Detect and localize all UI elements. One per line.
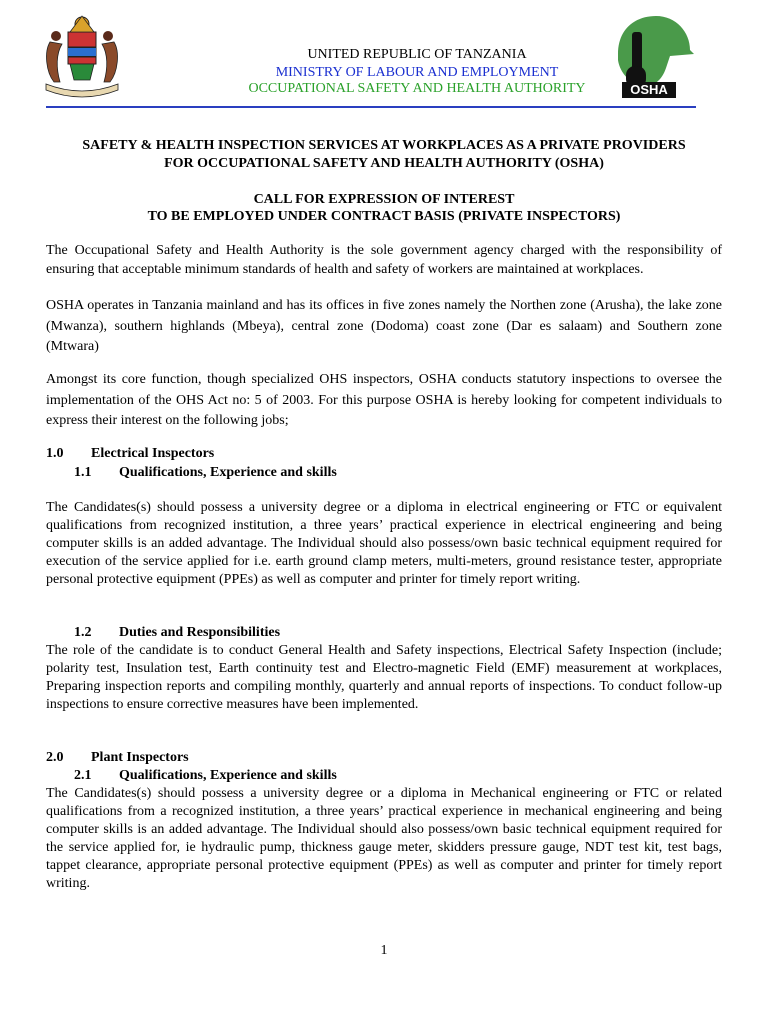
section-2-1-title: Qualifications, Experience and skills: [119, 768, 337, 783]
header-divider: [46, 106, 696, 108]
intro-paragraph-3: Amongst its core function, though specialized OHS inspectors, OSHA conducts statutory inspections to oversee the implementation of the OHS Act no: 5 of 2003. For this purpose OSHA is hereby looking for competent individuals to express their interest on the following jobs;: [46, 372, 722, 428]
section-2-1-heading: [74, 767, 337, 785]
intro-paragraph-2: OSHA operates in Tanzania mainland and has its offices in five zones namely the Northen zone (Arusha), the lake zone (Mwanza), southern highlands (Mbeya), central zone (Dodoma) coast zone (Dar es salaam) and Southern zone (Mtwara): [46, 298, 722, 354]
document-title-line1: SAFETY & HEALTH INSPECTION SERVICES AT WORKPLACES AS A PRIVATE PROVIDERS: [82, 138, 686, 153]
section-1-2-title: Duties and Responsibilities: [119, 625, 281, 640]
ministry-name: MINISTRY OF LABOUR AND EMPLOYMENT: [275, 65, 559, 80]
osha-logo-label: OSHA: [630, 82, 668, 97]
republic-name: UNITED REPUBLIC OF TANZANIA: [307, 47, 527, 62]
osha-logo: [606, 10, 696, 100]
call-title-line2: TO BE EMPLOYED UNDER CONTRACT BASIS (PRIVATE INSPECTORS): [147, 209, 621, 224]
section-2-title: Plant Inspectors: [91, 750, 189, 765]
section-2-1-number: 2.1: [74, 768, 92, 783]
coat-of-arms-logo: [40, 12, 124, 98]
section-1-number: 1.0: [46, 446, 64, 461]
section-1-1-number: 1.1: [74, 465, 92, 480]
document-title-line2: FOR OCCUPATIONAL SAFETY AND HEALTH AUTHORITY (OSHA): [164, 156, 604, 171]
section-2-1-text: The Candidates(s) should possess a university degree or a diploma in Mechanical engineering or FTC or related qualifications from a recognized institution, a three years’ practical experience in mechanical engineering and being computer skills is an added advantage. The Individual should also possess/own basic technical equipment required for the service applied for, ie hydraulic pump, thickness gauge meter, skidders pressure gauge, NDT test kit, test bags, tappet clearance, appropriate personal protective equipment (PPEs) as well as computer and printer for timely report writing.: [46, 786, 722, 891]
section-1-2-number: 1.2: [74, 625, 92, 640]
section-1-heading: [46, 445, 214, 463]
section-1-2-heading: [74, 624, 280, 642]
section-2-heading: [46, 749, 189, 767]
section-2-number: 2.0: [46, 750, 64, 765]
section-1-1-heading: [74, 464, 337, 482]
section-1-1-text: The Candidates(s) should possess a university degree or a diploma in electrical engineering or FTC or equivalent qualifications from recognized institution, a three years’ practical experience in electrical engineering and being computer skills is an added advantage. The Individual should also possess/own basic technical equipment required for execution of the service applied for i.e. earth ground clamp meters, multi-meters, ground resistance tester, appropriate personal protective equipment (PPEs) as well as computer and printer for timely report writing.: [46, 500, 722, 587]
section-1-1-title: Qualifications, Experience and skills: [119, 465, 337, 480]
intro-paragraph-1: The Occupational Safety and Health Authority is the sole government agency charged with the responsibility of ensuring that acceptable minimum standards of health and safety of workers are maintained at workplaces.: [46, 243, 722, 277]
section-1-2-text: The role of the candidate is to conduct General Health and Safety inspections, Electrical Safety Inspection (include; polarity test, Insulation test, Earth continuity test and Electro-magnetic Field (EMF) measurement at workplaces, Preparing inspection reports and compiling monthly, quarterly and annual reports of inspections. To conduct follow-up inspections to ensure corrective measures have been implemented.: [46, 643, 722, 712]
authority-name: OCCUPATIONAL SAFETY AND HEALTH AUTHORITY: [248, 81, 586, 96]
section-1-title: Electrical Inspectors: [91, 446, 215, 461]
page-number: 1: [380, 943, 388, 958]
call-title-line1: CALL FOR EXPRESSION OF INTEREST: [253, 192, 515, 207]
